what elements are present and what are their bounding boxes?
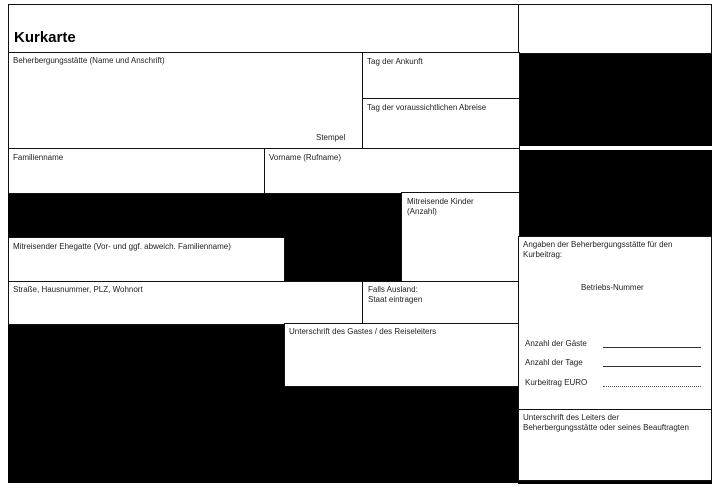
guest-signature-field[interactable]	[284, 323, 520, 387]
children-label-1: Mitreisende Kinder	[407, 197, 474, 206]
bottom-left-black-area	[8, 323, 284, 483]
form-title: Kurkarte	[14, 29, 76, 46]
firstname-field[interactable]	[264, 148, 520, 194]
arrival-label: Tag der Ankunft	[367, 57, 423, 66]
days-count-input-line[interactable]	[603, 366, 701, 367]
guests-count-label: Anzahl der Gäste	[525, 339, 587, 348]
spa-fee-info-label: Angaben der Beherbergungsstätte für den Kurbeitrag:	[523, 240, 673, 259]
departure-label: Tag der voraussichtlichen Abreise	[367, 103, 487, 112]
children-field[interactable]	[401, 192, 520, 282]
right-black-band-middle	[518, 150, 712, 238]
firstname-label: Vorname (Rufname)	[269, 153, 342, 162]
guests-count-input-line[interactable]	[603, 347, 701, 348]
address-field[interactable]	[8, 281, 363, 325]
children-label-2: (Anzahl)	[407, 207, 437, 216]
arrival-field[interactable]	[362, 52, 520, 101]
manager-signature-label: Unterschrift des Leiters der Beherbergungsstätte oder seines Beauftragten	[523, 413, 689, 432]
stamp-label: Stempel	[316, 133, 346, 142]
guest-signature-label: Unterschrift des Gastes / des Reiseleiters	[289, 327, 437, 336]
host-label: Beherbergungsstätte (Name und Anschrift)	[13, 56, 165, 65]
spa-fee-panel	[518, 236, 712, 410]
bottom-middle-black-area	[284, 386, 520, 483]
fee-input-line[interactable]	[603, 386, 701, 387]
address-label: Straße, Hausnummer, PLZ, Wohnort	[13, 285, 143, 294]
abroad-label-2: Staat eintragen	[368, 295, 423, 304]
surname-label: Familienname	[13, 153, 64, 162]
title-box	[8, 4, 520, 54]
spouse-right-black-block	[284, 237, 402, 282]
fee-label: Kurbeitrag EURO	[525, 378, 588, 387]
surname-field[interactable]	[8, 148, 266, 194]
departure-field[interactable]	[362, 98, 520, 150]
top-right-box	[518, 4, 712, 54]
right-black-band-top	[518, 52, 712, 146]
middle-black-band	[8, 193, 402, 237]
days-count-label: Anzahl der Tage	[525, 358, 583, 367]
spouse-field[interactable]	[8, 237, 285, 283]
host-field[interactable]	[8, 52, 363, 150]
business-number-label: Betriebs-Nummer	[581, 283, 644, 292]
abroad-field[interactable]	[362, 281, 520, 325]
spouse-label: Mitreisender Ehegatte (Vor- und ggf. abweich. Familienname)	[13, 242, 231, 251]
abroad-label-1: Falls Ausland:	[368, 285, 418, 294]
manager-signature-field[interactable]	[518, 409, 712, 481]
